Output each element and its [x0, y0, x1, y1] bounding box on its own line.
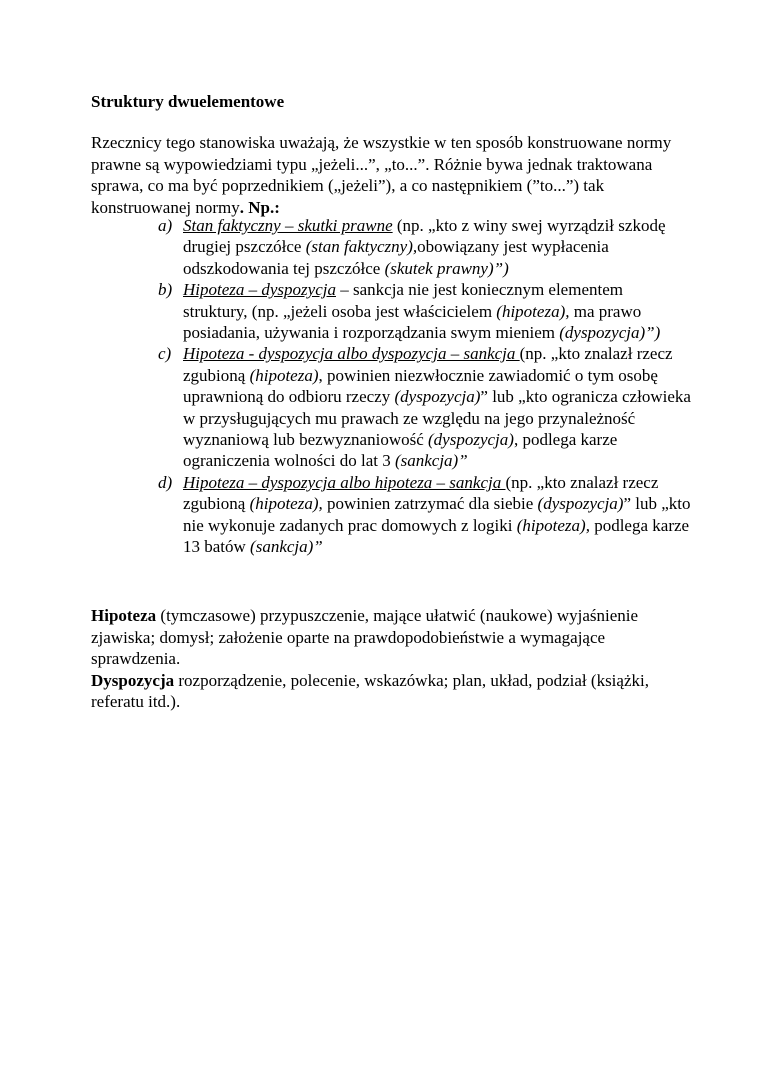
page-title: Struktury dwuelementowe	[91, 92, 285, 111]
item-term: (sankcja)”	[394, 451, 468, 471]
definition-term: Dyspozycja	[91, 670, 175, 690]
item-term: (hipoteza),	[496, 301, 570, 321]
item-term: (dyspozycja)	[394, 387, 481, 407]
item-text: , podlega karze ograniczenia wolności do lat 3	[183, 430, 618, 471]
definition-hipoteza	[91, 605, 691, 670]
definition-text: (tymczasowe) przypuszczenie, mające ułatwić (naukowe) wyjaśnienie zjawiska; domysł; założenie oparte na prawdopodobieństwie a wymagające sprawdzenia.	[91, 606, 639, 668]
item-text: ” lub „kto nie wykonuje zadanych prac domowych z logiki	[183, 494, 691, 535]
list-item	[91, 279, 691, 343]
item-text: obowiązany jest wypłacenia odszkodowania tej pszczółce	[183, 237, 609, 278]
item-term: (dyspozycja)”)	[559, 323, 661, 343]
item-term: (hipoteza)	[249, 365, 319, 385]
item-heading: Stan faktyczny – skutki prawne	[183, 216, 393, 235]
item-term: (dyspozycja)	[537, 494, 624, 514]
list-marker: a)	[158, 216, 173, 235]
item-term: (hipoteza),	[249, 494, 323, 514]
item-text: (np. „kto znalazł rzecz zgubioną	[183, 472, 659, 514]
item-heading: Hipoteza - dyspozycja albo dyspozycja – sankcja	[183, 344, 520, 364]
intro-text: Rzecznicy tego stanowiska uważają, że wszystkie w ten sposób konstruowane normy prawne są wypowiedziami typu „jeżeli...”, „to...”. Różnie bywa jednak traktowana sprawa, co ma być poprzednikiem („jeżeli”), a co następnikiem (”to...”) tak konstruowanej normy	[91, 133, 672, 217]
item-text: (np. „kto znalazł rzecz zgubioną	[183, 344, 673, 385]
item-text: powinien zatrzymać dla siebie	[322, 494, 538, 514]
item-term: (skutek prawny)”)	[384, 258, 509, 278]
list-item	[91, 215, 691, 279]
list-marker: c)	[158, 344, 172, 364]
item-term: (hipoteza),	[516, 515, 590, 535]
list-item	[91, 343, 691, 471]
item-text: – sankcja nie jest koniecznym elementem struktury, (np. „jeżeli osoba jest właścicielem	[183, 280, 623, 321]
definition-dyspozycja	[91, 670, 691, 713]
definition-term: Hipoteza	[91, 606, 157, 625]
intro-np: . Np.:	[239, 197, 280, 217]
item-heading: Hipoteza – dyspozycja	[183, 280, 336, 300]
item-text: ” lub „kto ogranicza człowieka w przysługujących mu prawach ze względu na jego przynależność wyznaniową lub bezwyznaniowość	[183, 387, 691, 450]
item-text: , powinien niezwłocznie zawiadomić o tym osobę uprawnioną do odbioru rzeczy	[183, 365, 658, 407]
item-text: ma prawo posiadania, używania i rozporządzania swym mieniem	[183, 301, 642, 343]
item-text: podlega karze 13 batów	[183, 515, 690, 557]
definitions	[91, 605, 691, 713]
intro-paragraph	[91, 132, 691, 218]
item-heading: Hipoteza – dyspozycja albo hipoteza – sankcja	[183, 472, 506, 492]
list-marker: b)	[158, 280, 173, 300]
structure-list	[91, 215, 691, 558]
item-term: (sankcja)”	[250, 537, 323, 557]
item-text: (np. „kto z winy swej wyrządził szkodę drugiej pszczółce	[183, 216, 666, 257]
item-term: (stan faktyczny),	[305, 237, 418, 257]
item-term: (dyspozycja)	[428, 430, 514, 450]
definition-text: rozporządzenie, polecenie, wskazówka; plan, układ, podział (książki, referatu itd.).	[91, 670, 649, 711]
list-item	[91, 472, 691, 558]
list-marker: d)	[158, 472, 173, 492]
